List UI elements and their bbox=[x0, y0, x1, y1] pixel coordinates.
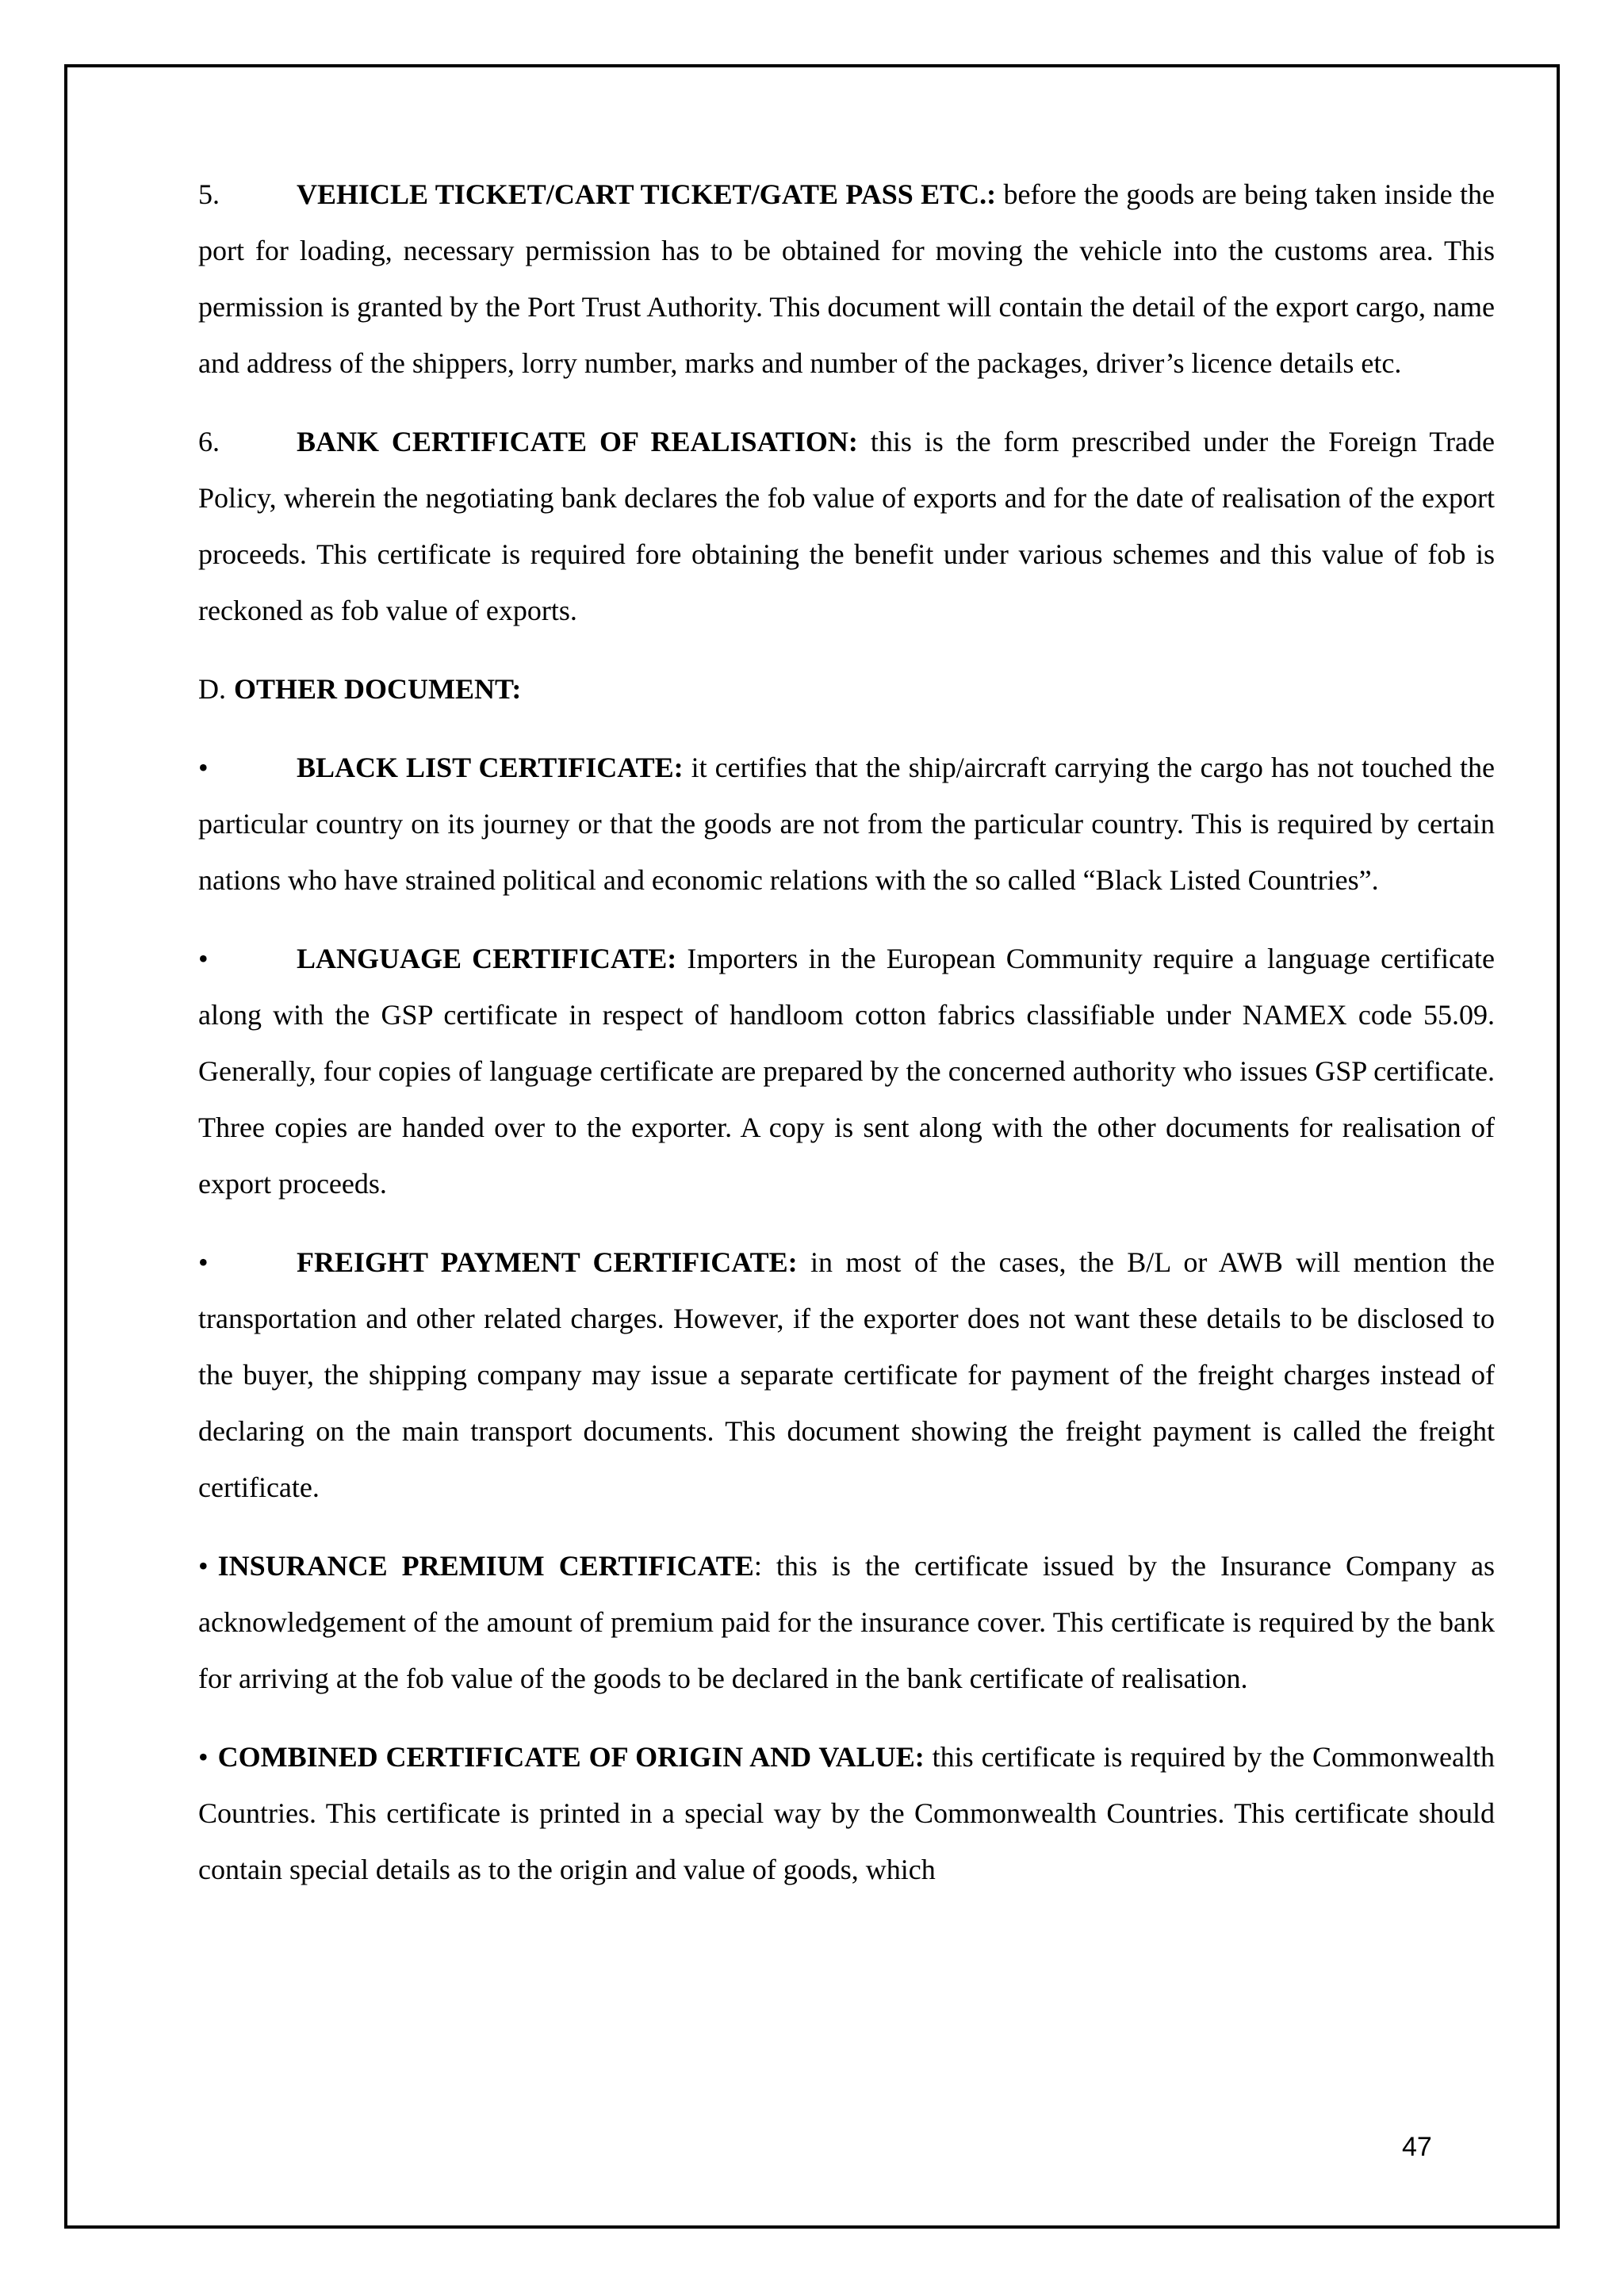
bullet-text: this certificate is required by the Commonwealth Countries. This certificate is printed in a special way by the Commonwealth Countries. This certificate should contain special details as to the origin and value of goods, which bbox=[198, 1741, 1495, 1885]
bullet-heading: COMBINED CERTIFICATE OF ORIGIN AND VALUE: bbox=[217, 1741, 925, 1773]
numbered-item-bank-certificate bbox=[198, 414, 1495, 639]
bullet-item-freight-payment bbox=[198, 1234, 1495, 1516]
page-number: 47 bbox=[1402, 2132, 1432, 2162]
bullet-text: Importers in the European Community require a language certificate along with the GSP certificate in respect of handloom cotton fabrics classifiable under NAMEX code 55.09. Generally, four copies of language certificate are prepared by the concerned authority who issues GSP certificate. Three copies are handed over to the exporter. A copy is sent along with the other documents for realisation of export proceeds. bbox=[198, 943, 1495, 1200]
bullet-text: it certifies that the ship/aircraft carrying the cargo has not touched the particular country on its journey or that the goods are not from the particular country. This is required by certain nations who have strained political and economic relations with the so called “Black Listed Countries”. bbox=[198, 752, 1496, 896]
bullet-item-black-list bbox=[198, 740, 1495, 909]
section-heading-other-document bbox=[198, 661, 1495, 718]
bullet-item-combined-certificate bbox=[198, 1729, 1495, 1898]
section-title: OTHER DOCUMENT: bbox=[234, 673, 522, 705]
item-heading: VEHICLE TICKET/CART TICKET/GATE PASS ETC.: bbox=[297, 178, 997, 210]
item-number: 6. bbox=[198, 426, 220, 457]
bullet-heading: BLACK LIST CERTIFICATE: bbox=[297, 752, 684, 783]
bullet-marker: • bbox=[198, 1550, 209, 1582]
bullet-marker: • bbox=[198, 1741, 209, 1773]
bullet-marker: • bbox=[198, 943, 209, 974]
section-letter: D. bbox=[198, 673, 226, 705]
item-number: 5. bbox=[198, 178, 220, 210]
bullet-text: in most of the cases, the B/L or AWB will mention the transportation and other related charges. However, if the exporter does not want these details to be disclosed to the buyer, the shipping company may issue a separate certificate for payment of the freight charges instead of declaring on the main transport documents. This document showing the freight payment is called the freight certificate. bbox=[198, 1246, 1495, 1503]
bullet-heading: FREIGHT PAYMENT CERTIFICATE: bbox=[297, 1246, 798, 1278]
document-body bbox=[198, 166, 1495, 1920]
item-text: before the goods are being taken inside the port for loading, necessary permission has to be obtained for moving the vehicle into the customs area. This permission is granted by the Port Trust Authority. This document will contain the detail of the export cargo, name and address of the shippers, lorry number, marks and number of the packages, driver’s licence details etc. bbox=[198, 178, 1495, 379]
bullet-text: : this is the certificate issued by the Insurance Company as acknowledgement of the amount of premium paid for the insurance cover. This certificate is required by the bank for arriving at the fob value of the goods to be declared in the bank certificate of realisation. bbox=[198, 1550, 1495, 1694]
item-text: this is the form prescribed under the Foreign Trade Policy, wherein the negotiating bank declares the fob value of exports and for the date of realisation of the export proceeds. This certificate is required fore obtaining the benefit under various schemes and this value of fob is reckoned as fob value of exports. bbox=[198, 426, 1495, 626]
bullet-item-insurance-premium bbox=[198, 1538, 1495, 1707]
bullet-heading: INSURANCE PREMIUM CERTIFICATE bbox=[217, 1550, 754, 1582]
bullet-marker: • bbox=[198, 752, 209, 783]
bullet-heading: LANGUAGE CERTIFICATE: bbox=[297, 943, 677, 974]
bullet-item-language bbox=[198, 931, 1495, 1212]
numbered-item-vehicle-ticket bbox=[198, 166, 1495, 392]
item-heading: BANK CERTIFICATE OF REALISATION: bbox=[297, 426, 858, 457]
bullet-marker: • bbox=[198, 1246, 209, 1278]
